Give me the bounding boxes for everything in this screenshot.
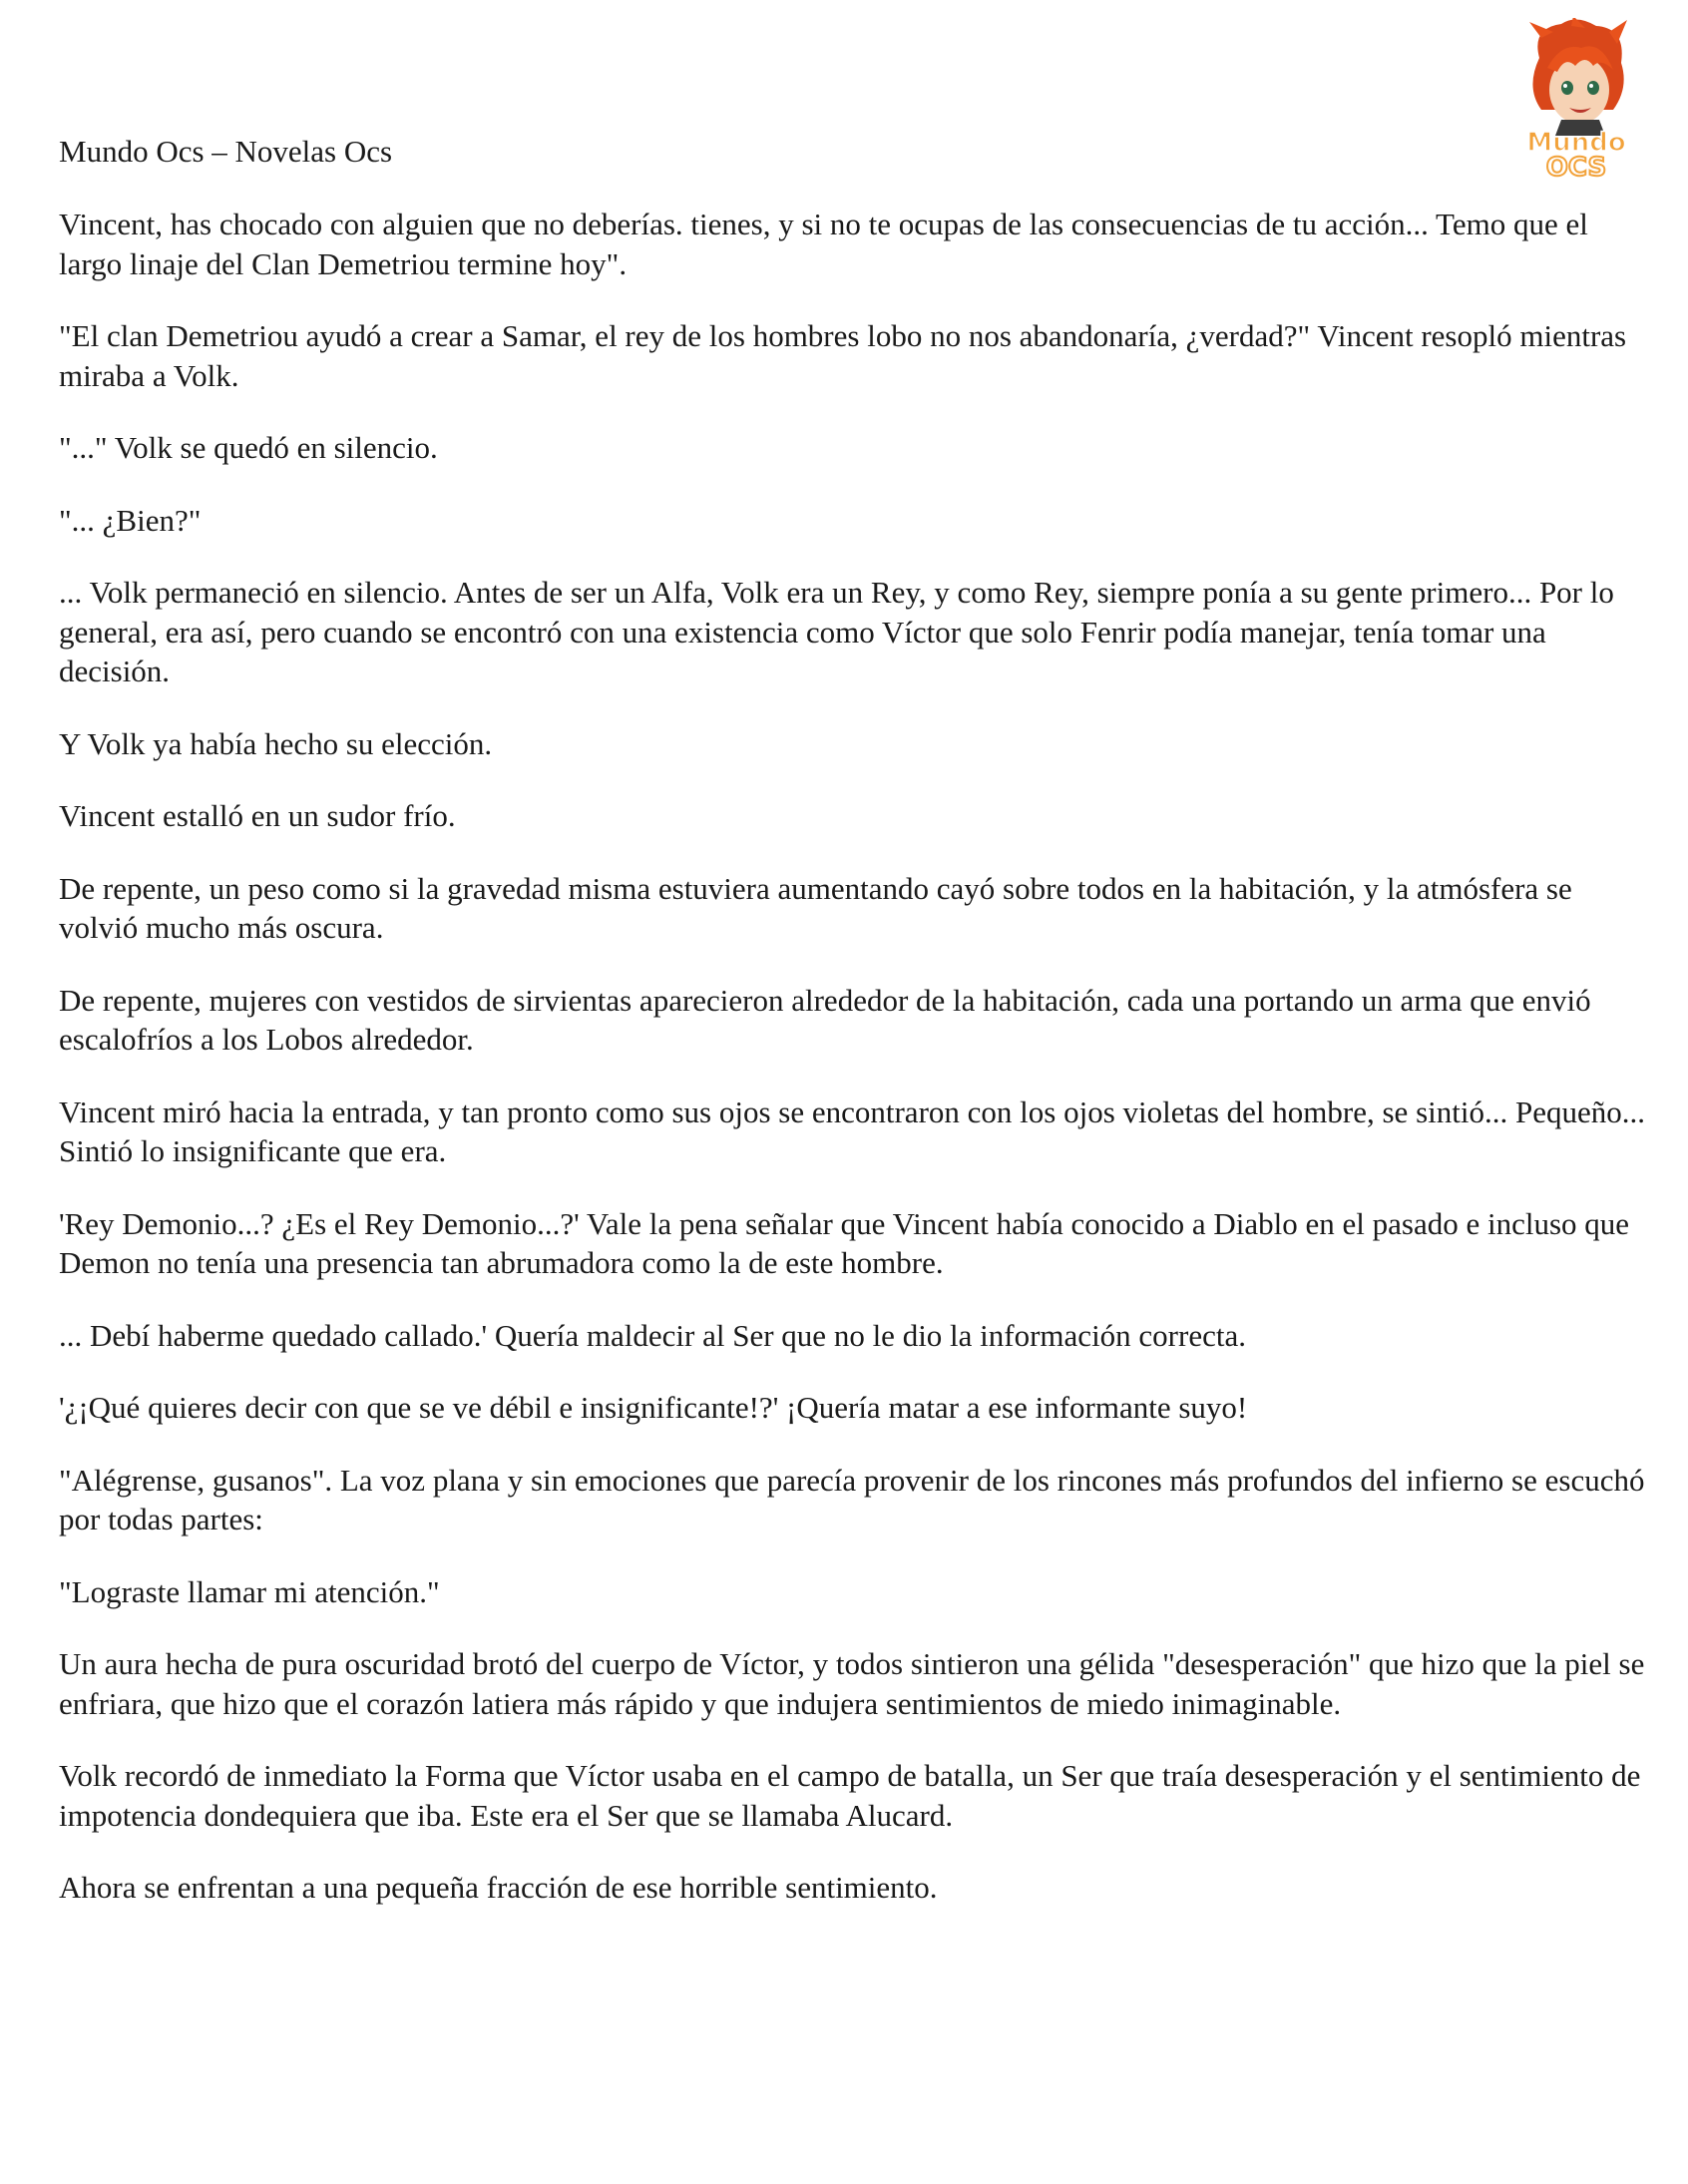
chapter-body [59,205,1645,1941]
paragraph: De repente, un peso como si la gravedad misma estuviera aumentando cayó sobre todos en la habitación, y la atmósfera se volvió mucho más oscura. [59,870,1572,945]
paragraph: Un aura hecha de pura oscuridad brotó del cuerpo de Víctor, y todos sintieron una gélida "desesperación" que hizo que la piel se enfriara, que hizo que el corazón latiera más rápido y que indujera sentimientos de miedo inimaginable. [59,1646,1645,1721]
paragraph: "..." Volk se quedó en silencio. [59,430,438,465]
paragraph: Vincent estalló en un sudor frío. [59,798,456,833]
paragraph: Vincent miró hacia la entrada, y tan pronto como sus ojos se encontraron con los ojos violetas del hombre, se sintió... Pequeño... Sintió lo insignificante que era. [59,1093,1645,1168]
paragraph: ... Debí haberme quedado callado.' Quería maldecir al Ser que no le dio la información correcta. [59,1317,1246,1353]
paragraph: Ahora se enfrentan a una pequeña fracción de ese horrible sentimiento. [59,1870,938,1905]
paragraph: "El clan Demetriou ayudó a crear a Samar, el rey de los hombres lobo no nos abandonaría, ¿verdad?" Vincent resopló mientras miraba a Volk. [59,318,1627,393]
paragraph: De repente, mujeres con vestidos de sirvientas aparecieron alrededor de la habitación, cada una portando un arma que envió escalofríos a los Lobos alrededor. [59,982,1591,1057]
paragraph: "... ¿Bien?" [59,502,202,538]
paragraph: Vincent, has chocado con alguien que no deberías. tienes, y si no te ocupas de las consecuencias de tu acción... Temo que el largo linaje del Clan Demetriou termine hoy". [59,207,1588,281]
paragraph: "Alégrense, gusanos". La voz plana y sin emociones que parecía provenir de los rincones más profundos del infierno se escuchó por todas partes: [59,1462,1645,1536]
logo-text-line2: OCS [1545,153,1607,183]
paragraph: "Lograste llamar mi atención." [59,1573,440,1609]
paragraph: ... Volk permaneció en silencio. Antes de ser un Alfa, Volk era un Rey, y como Rey, siempre ponía a su gente primero... Por lo general, era así, pero cuando se encontró con una existencia como Víctor que solo Fenrir podía manejar, tenía tomar una decisión. [59,575,1614,688]
paragraph: '¿¡Qué quieres decir con que se ve débil e insignificante!?' ¡Quería matar a ese informante suyo! [59,1390,1248,1425]
site-logo [1501,18,1651,183]
paragraph: 'Rey Demonio...? ¿Es el Rey Demonio...?' Vale la pena señalar que Vincent había conocido a Diablo en el pasado e incluso que Demon no tenía una presencia tan abrumadora como la de este hombre. [59,1205,1630,1280]
paragraph: Volk recordó de inmediato la Forma que Víctor usaba en el campo de batalla, un Ser que traía desesperación y el sentimiento de impotencia dondequiera que iba. Este era el Ser que se llamaba Alucard. [59,1758,1641,1833]
logo-text-line1: Mundo [1526,128,1626,158]
site-title: Mundo Ocs – Novelas Ocs [59,134,393,169]
paragraph: Y Volk ya había hecho su elección. [59,725,493,761]
anime-character-logo-icon [1501,18,1651,183]
